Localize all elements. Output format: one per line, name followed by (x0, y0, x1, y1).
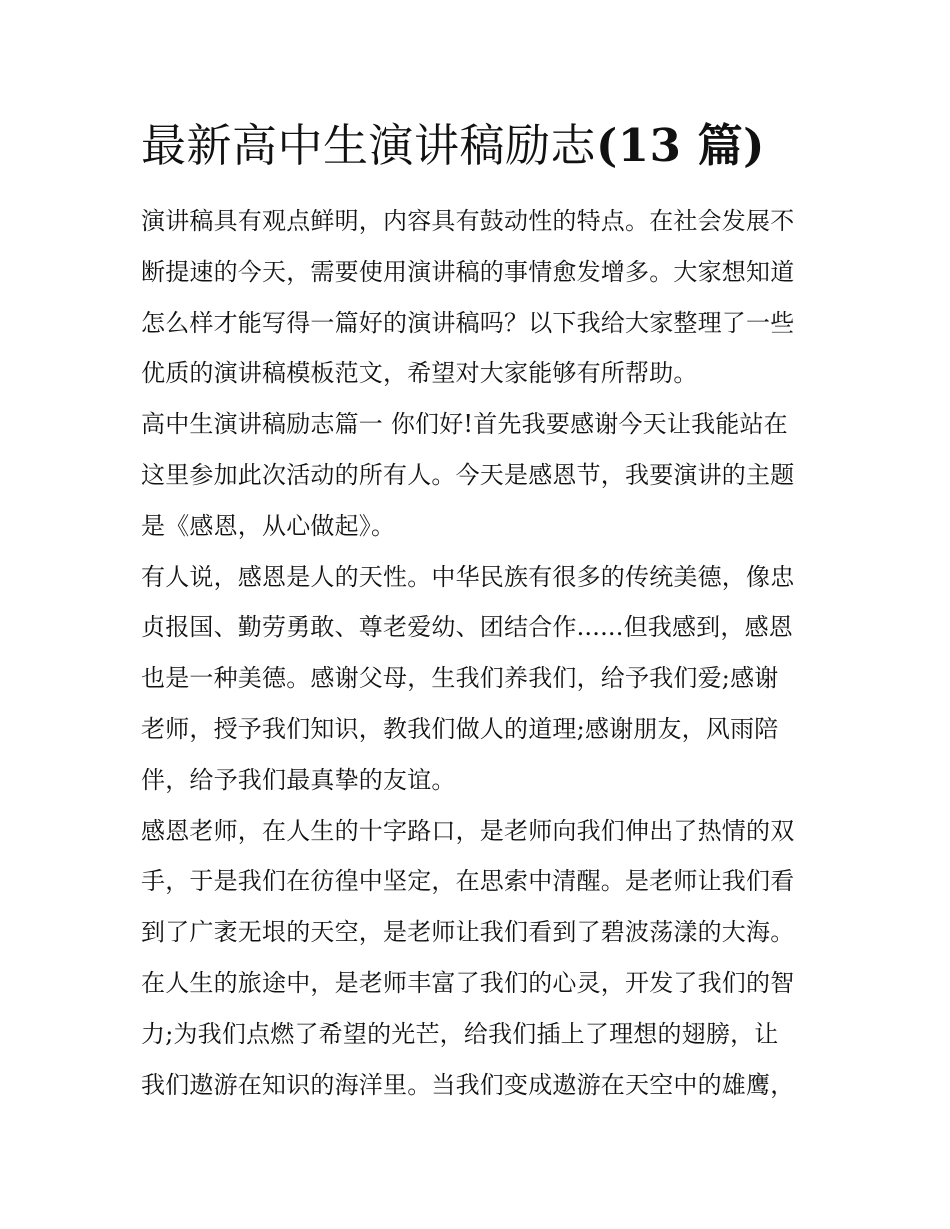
text-line: 断提速的今天，需要使用演讲稿的事情愈发增多。大家想知道 (141, 257, 795, 286)
text-line: 有人说，感恩是人的天性。中华民族有很多的传统美德，像忠 (141, 562, 795, 591)
text-line: 高中生演讲稿励志篇一 你们好!首先我要感谢今天让我能站在 (141, 410, 788, 439)
text-line: 感恩老师，在人生的十字路口，是老师向我们伸出了热情的双 (141, 816, 795, 845)
text-line: 演讲稿具有观点鲜明，内容具有鼓动性的特点。在社会发展不 (141, 207, 795, 235)
text-line: 怎么样才能写得一篇好的演讲稿吗？以下我给大家整理了一些 (141, 308, 795, 337)
paragraph-teachers (141, 806, 813, 1111)
title-suffix: (13 篇) (596, 119, 765, 172)
text-line: 手，于是我们在彷徨中坚定，在思索中清醒。是老师让我们看 (141, 867, 795, 896)
text-line: 力;为我们点燃了希望的光芒，给我们插上了理想的翅膀，让 (141, 1019, 779, 1048)
text-line: 优质的演讲稿模板范文，希望对大家能够有所帮助。 (141, 359, 698, 388)
paragraph-intro (141, 196, 813, 399)
text-line: 在人生的旅途中，是老师丰富了我们的心灵，开发了我们的智 (141, 968, 795, 997)
paragraph-greeting (141, 399, 813, 551)
document-body (141, 196, 813, 1110)
text-line: 贞报国、勤劳勇敢、尊老爱幼、团结合作......但我感到，感恩 (141, 613, 793, 642)
text-line: 老师，授予我们知识，教我们做人的道理;感谢朋友，风雨陪 (141, 714, 779, 743)
text-line: 也是一种美德。感谢父母，生我们养我们，给予我们爱;感谢 (141, 664, 779, 693)
text-line: 我们遨游在知识的海洋里。当我们变成遨游在天空中的雄鹰， (141, 1070, 795, 1099)
text-line: 伴，给予我们最真挚的友谊。 (141, 765, 456, 794)
text-line: 这里参加此次活动的所有人。今天是感恩节，我要演讲的主题 (141, 460, 795, 489)
title-main: 最新高中生演讲稿励志 (141, 119, 597, 172)
paragraph-gratitude (141, 552, 813, 806)
document-title (141, 110, 821, 182)
text-line: 是《感恩，从心做起》。 (141, 511, 396, 540)
text-line: 到了广袤无垠的天空，是老师让我们看到了碧波荡漾的大海。 (141, 918, 795, 947)
